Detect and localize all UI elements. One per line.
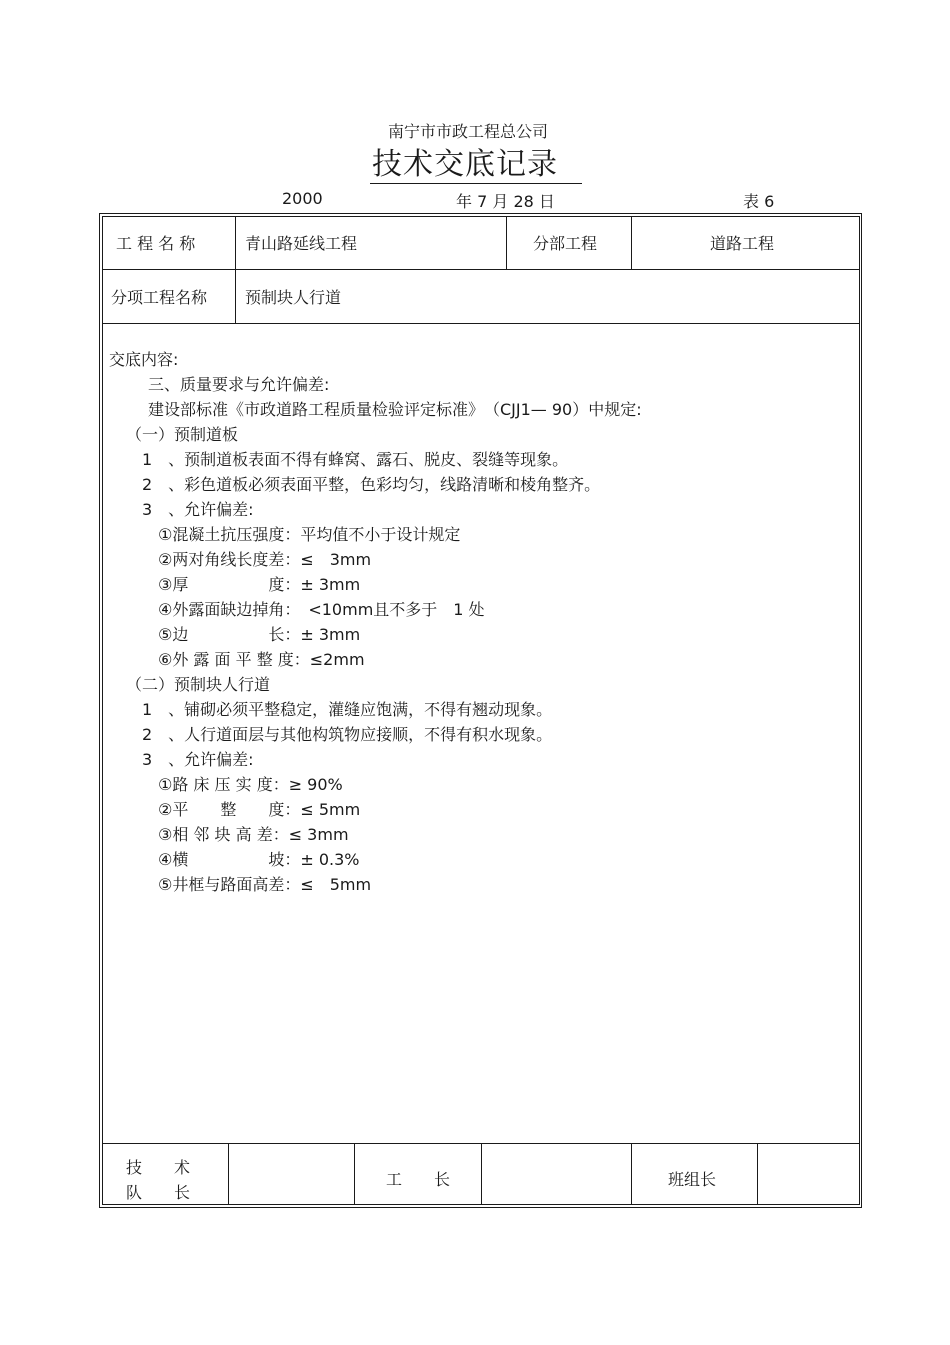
col-divider [631, 1143, 632, 1204]
content-line: ⑥外 露 面 平 整 度：≤2mm [158, 650, 365, 669]
project-name-label: 工 程 名 称 [116, 234, 196, 253]
col-divider [235, 216, 236, 324]
document-title: 技术交底记录 [370, 147, 582, 184]
tech-lead-label: 队 长 [126, 1183, 191, 1202]
team-leader-label: 班组长 [668, 1170, 717, 1189]
date-year: 2000 [282, 189, 323, 208]
content-line: 三、质量要求与允许偏差: [148, 375, 330, 394]
content-line: 建设部标准《市政道路工程质量检验评定标准》 （CJJ1— 90）中规定: [148, 400, 642, 419]
content-line: ②两对角线长度差：≤ 3mm [158, 550, 372, 569]
content-line: （一）预制道板 [126, 425, 239, 444]
content-line: ⑤井框与路面高差：≤ 5mm [158, 875, 372, 894]
col-divider [506, 216, 507, 270]
content-line: 1 、铺砌必须平整稳定，灌缝应饱满，不得有翘动现象。 [142, 700, 553, 719]
col-divider [481, 1143, 482, 1204]
content-line: 1 、预制道板表面不得有蜂窝、露石、脱皮、裂缝等现象。 [142, 450, 569, 469]
content-line: 2 、人行道面层与其他构筑物应接顺，不得有积水现象。 [142, 725, 553, 744]
content-line: 3 、允许偏差: [142, 750, 254, 769]
content-line: 2 、彩色道板必须表面平整，色彩均匀，线路清晰和棱角整齐。 [142, 475, 601, 494]
content-line: ①路 床 压 实 度：≥ 90% [158, 775, 343, 794]
content-line: ④外露面缺边掉角： <10mm且不多于 1 处 [158, 600, 485, 619]
content-line: ⑤边 长：± 3mm [158, 625, 361, 644]
content-line: ④横 坡：± 0.3% [158, 850, 360, 869]
division-value: 道路工程 [710, 234, 775, 253]
col-divider [354, 1143, 355, 1204]
content-line: ③相 邻 块 高 差：≤ 3mm [158, 825, 349, 844]
col-divider [631, 216, 632, 270]
tech-lead-label: 技 术 [126, 1158, 191, 1177]
tech-lead-signature-field[interactable] [230, 1145, 353, 1203]
col-divider [757, 1143, 758, 1204]
content-line: 交底内容: [109, 350, 179, 369]
row-divider [102, 269, 859, 270]
row-divider [102, 323, 859, 324]
project-name-value: 青山路延线工程 [245, 234, 358, 253]
company-name: 南宁市市政工程总公司 [387, 122, 548, 141]
content-line: ③厚 度：± 3mm [158, 575, 361, 594]
subitem-label: 分项工程名称 [111, 288, 208, 307]
content-line: ①混凝土抗压强度：平均值不小于设计规定 [158, 525, 461, 544]
col-divider [228, 1143, 229, 1204]
subitem-value: 预制块人行道 [245, 288, 342, 307]
table-number: 表 6 [743, 192, 775, 211]
division-label: 分部工程 [533, 234, 598, 253]
team-leader-signature-field[interactable] [759, 1145, 857, 1203]
content-line: （二）预制块人行道 [126, 675, 271, 694]
foreman-label: 工 长 [386, 1170, 451, 1189]
date-month-day: 年 7 月 28 日 [456, 192, 555, 211]
foreman-signature-field[interactable] [483, 1145, 630, 1203]
content-line: 3 、允许偏差: [142, 500, 254, 519]
content-line: ②平 整 度：≤ 5mm [158, 800, 361, 819]
